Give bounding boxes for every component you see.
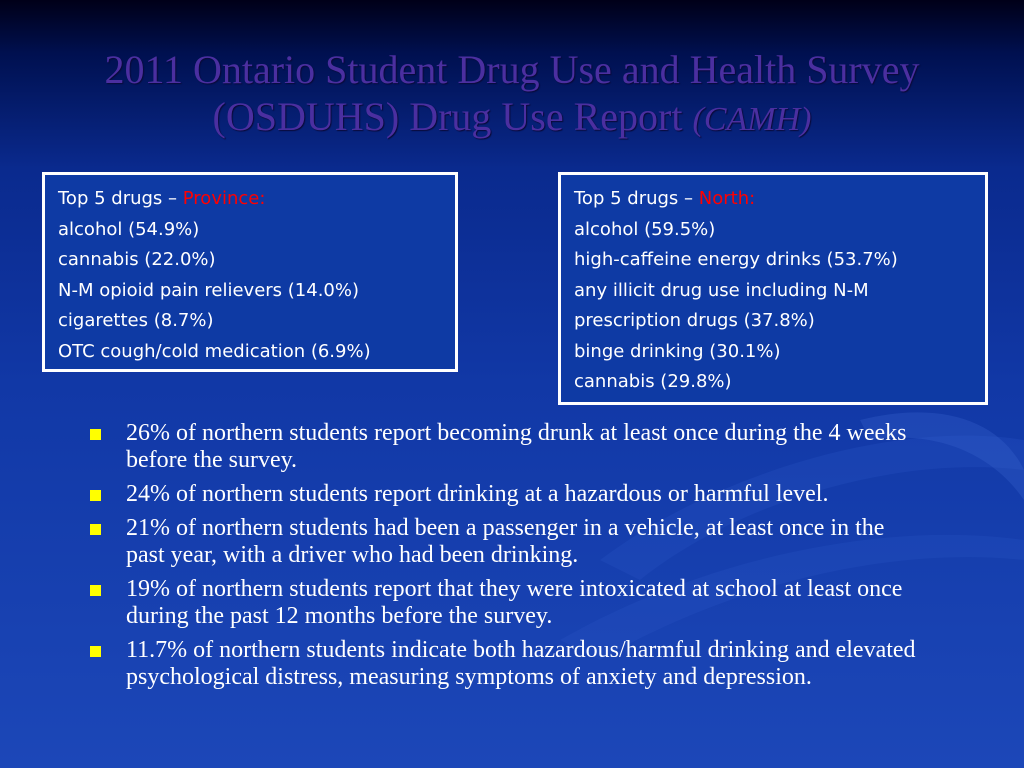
bullet-text: 24% of northern students report drinking at a hazardous or harmful level. (126, 481, 829, 507)
province-item: OTC cough/cold medication (6.9%) (58, 340, 371, 362)
province-item: N-M opioid pain relievers (14.0%) (58, 279, 360, 301)
province-heading-prefix: Top 5 drugs – (58, 188, 183, 209)
square-bullet-icon (90, 646, 101, 657)
findings-bullet-list (88, 420, 928, 698)
bullet-text: 19% of northern students report that they were intoxicated at school at least once during the past 12 months before the survey. (126, 576, 903, 629)
north-item: any illicit drug use including N-M (574, 279, 869, 301)
north-heading-prefix: Top 5 drugs – (574, 188, 699, 209)
bullet-item (88, 637, 928, 691)
bullet-item (88, 515, 928, 569)
province-item: cigarettes (8.7%) (58, 310, 214, 331)
province-box-heading (58, 184, 455, 215)
north-heading-region: North: (698, 188, 756, 209)
square-bullet-icon (90, 490, 101, 501)
bullet-text: 11.7% of northern students indicate both hazardous/harmful drinking and elevated psychological distress, measuring symptoms of anxiety and depression. (126, 637, 916, 690)
north-item: alcohol (59.5%) (574, 218, 716, 240)
slide-title (60, 46, 964, 143)
bullet-item (88, 481, 928, 508)
bullet-item (88, 420, 928, 474)
north-item: high-caffeine energy drinks (53.7%) (574, 249, 898, 270)
province-top-drugs-box (42, 172, 458, 372)
bullet-text: 26% of northern students report becoming drunk at least once during the 4 weeks before the survey. (126, 420, 907, 473)
province-heading-region: Province: (182, 188, 266, 209)
bullet-text: 21% of northern students had been a passenger in a vehicle, at least once in the past year, with a driver who had been drinking. (126, 515, 885, 568)
province-item: alcohol (54.9%) (58, 218, 200, 240)
title-main: 2011 Ontario Student Drug Use and Health Survey (OSDUHS) Drug Use Report (104, 47, 920, 139)
province-item: cannabis (22.0%) (58, 249, 216, 270)
square-bullet-icon (90, 429, 101, 440)
north-item: cannabis (29.8%) (574, 371, 732, 392)
north-item: binge drinking (30.1%) (574, 340, 781, 362)
square-bullet-icon (90, 585, 101, 596)
north-top-drugs-box (558, 172, 988, 405)
bullet-item (88, 576, 928, 630)
square-bullet-icon (90, 524, 101, 535)
north-box-heading (574, 184, 985, 215)
title-source: (CAMH) (692, 101, 812, 138)
north-item: prescription drugs (37.8%) (574, 310, 815, 331)
